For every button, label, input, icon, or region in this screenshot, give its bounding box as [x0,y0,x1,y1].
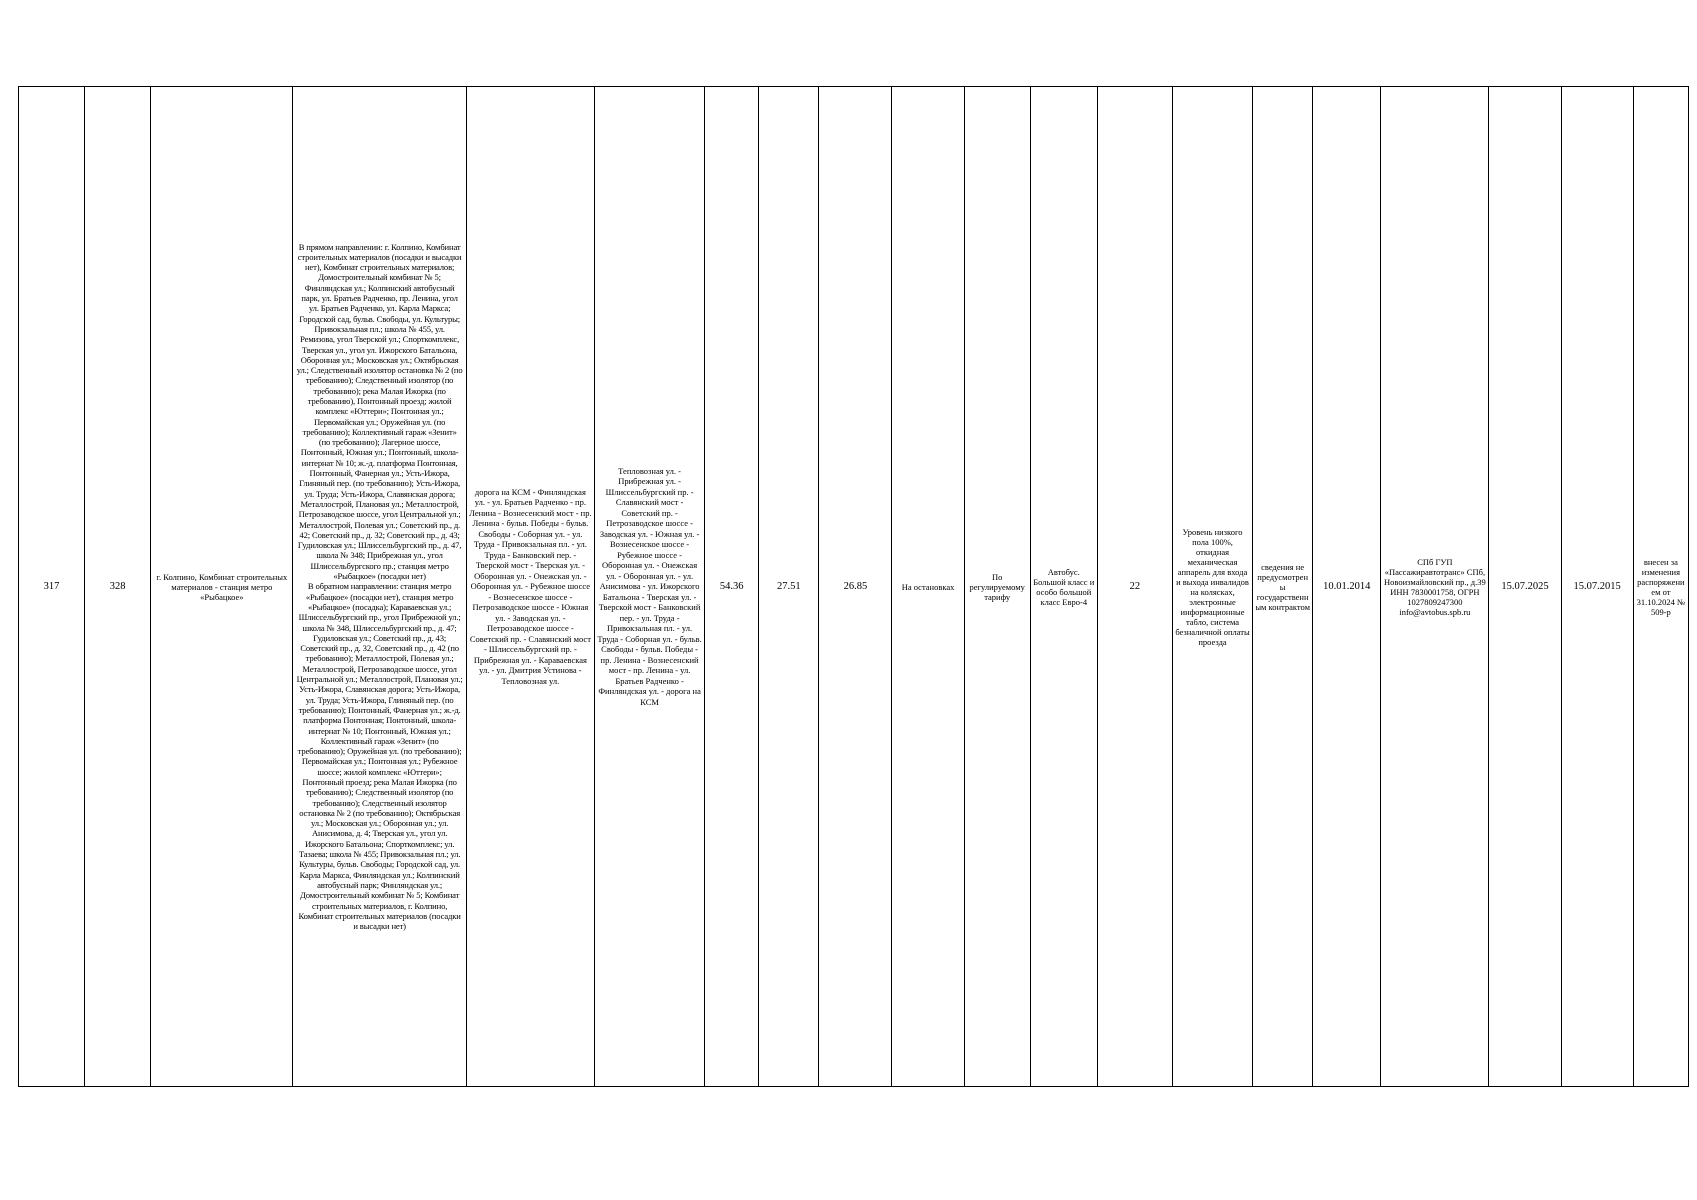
carrier-cell: СПб ГУП «Пассажиравтотранс» СПб, Новоизмайловский пр., д.39 ИНН 7830001758, ОГРН 1027809247300 info@avtobus.spb.ru [1381,87,1489,1087]
stops-forward-text: В прямом направлении: г. Колпино, Комбинат строительных материалов (посадки и высадки нет), Комбинат строительных материалов; Домостроительный комбинат № 5; Финляндская ул.; Колпинский автобусный парк, ул. Братьев Радченко, пр. Ленина, угол ул. Братьев Радченко, ул. Карла Маркса; Городской сад, бульв. Свободы, ул. Культуры; Привокзальная пл.; школа № 455, ул. Ремизова, угол Тверской ул.; Спорткомплекс, Тверская ул., угол ул. Ижорского Батальона, Оборонная ул.; Московская ул.; Октябрьская ул.; Следственный изолятор остановка № 2 (по требованию); Следственный изолятор (по требованию); река Малая Ижорка (по требованию), Понтонный проезд; жилой комплекс «Юттери»; Понтонная ул.; Первомайская ул.; Оружейная ул. (по требованию); Коллективный гараж «Зенит» (по требованию); Лагерное шоссе, Понтонный, Южная ул.; Понтонный, школа-интернат № 10; ж.-д. платформа Понтонная, Понтонный, Фанерная ул.; Усть-Ижора, Глиняный пер. (по требованию); Усть-Ижора, ул. Труда; Усть-Ижора, Славянская дорога; Металлострой, Плановая ул.; Металлострой, Петрозаводское шоссе, угол Центральной ул.; Металлострой, Полевая ул.; Советский пр., д. 42; Советский пр., д. 32; Советский пр., д. 43; Гудиловская ул.; Шлиссельбургский пр., д. 47, школа № 348; Прибрежная ул., угол Шлиссельбургского пр.; станция метро «Рыбацкое» (посадки нет) [296,241,463,582]
registry-number-cell: 317 [19,87,85,1087]
table-row [19,87,1689,1087]
streets-forward-cell: дорога на КСМ - Финляндская ул. - ул. Братьев Радченко - пр. Ленина - Вознесенский мост - пр. Ленина - бульв. Победы - бульв. Свободы - Соборная ул. - ул. Труда - Привокзальная пл. - ул. Труда - Банковский пер. - Тверской мост - Тверская ул. - Оборонная ул. - Онежская ул. - Оборонная ул. - Рубежное шоссе - Вознесенское шоссе - Петрозаводское шоссе - Южная ул. - Заводская ул. - Петрозаводское шоссе - Советский пр. - Славянский мост - Шлиссельбургский пр. - Прибрежная ул. - Караваевская ул. - ул. Дмитрия Устинова - Тепловозная ул. [466,87,594,1087]
equipment-cell: Уровень низкого пола 100%, откидная механическая аппарель для входа и выхода инвалидов на колясках, электронные информационные табло, система безналичной оплаты проезда [1172,87,1252,1087]
route-length-forward-cell: 27.51 [759,87,819,1087]
service-start-date-cell: 15.07.2015 [1561,87,1633,1087]
route-registry-table [18,86,1689,1087]
vehicle-type-cell: Автобус. Большой класс и особо большой класс Евро-4 [1030,87,1097,1087]
route-name-cell: г. Колпино, Комбинат строительных материалов - станция метро «Рыбацкое» [151,87,293,1087]
changes-date-cell: 15.07.2025 [1489,87,1561,1087]
vehicle-count-cell: 22 [1097,87,1172,1087]
stops-backward-text: В обратном направлении: станция метро «Рыбацкое» (посадки нет), станция метро «Рыбацкое» (посадка); Караваевская ул.; Шлиссельбургский пр., угол Прибрежной ул.; школа № 348, Шлиссельбургский пр., д. 47; Гудиловская ул.; Советский пр., д. 43; Советский пр., д. 32, Советский пр., д. 42 (по требованию); Металлострой, Полевая ул.; Металлострой, Петрозаводское шоссе, угол Центральной ул.; Металлострой, Плановая ул.; Усть-Ижора, Славянская дорога; Усть-Ижора, ул. Труда; Усть-Ижора, Глиняный пер. (по требованию); Понтонный, Фанерная ул.; ж.-д. платформа Понтонная; Понтонный, школа-интернат № 10; Понтонный, Южная ул.; Коллективный гараж «Зенит» (по требованию); Оружейная ул. (по требованию); Первомайская ул.; Понтонная ул.; Рубежное шоссе; жилой комплекс «Юттери»; Понтонный проезд; река Малая Ижорка (по требованию); Следственный изолятор (по требованию); Следственный изолятор остановка № 2 (по требованию); Октябрьская ул.; Московская ул.; Оборонная ул.; ул. Анисимова, д. 4; Тверская ул., угол ул. Ижорского Батальона; Спорткомплекс; ул. Тазаева; школа № 455; Привокзальная пл.; ул. Культуры, бульв. Свободы; Городской сад, ул. Карла Маркса, Финляндская ул.; Колпинский автобусный парк; Финляндская ул.; Домостроительный комбинат № 5; Комбинат строительных материалов, г. Колпино, Комбинат строительных материалов (посадки и высадки нет) [296,581,463,932]
stops-cell [293,87,466,1087]
start-date-cell: 10.01.2014 [1313,87,1381,1087]
tariff-cell: По регулируемому тарифу [964,87,1030,1087]
streets-backward-cell: Тепловозная ул. - Прибрежная ул. - Шлиссельбургский пр. - Славянский мост - Советский пр. - Петрозаводское шоссе - Заводская ул. - Южная ул. - Вознесенское шоссе - Рубежное шоссе - Оборонная ул. - Онежская ул. - Оборонная ул. - ул. Анисимова - ул. Ижорского Батальона - Тверская ул. - Тверской мост - Банковский пер. - ул. Труда - Привокзальная пл. - ул. Труда - Соборная ул. - бульв. Свободы - бульв. Победы - пр. Ленина - Вознесенский мост - пр. Ленина - ул. Братьев Радченко - Финляндская ул. - дорога на КСМ [594,87,704,1087]
route-registry-sheet [18,86,1689,1087]
route-length-backward-cell: 26.85 [819,87,892,1087]
route-length-total-cell: 54.36 [705,87,759,1087]
basis-cell: внесен за изменения распоряжением от 31.10.2024 № 509-р [1633,87,1688,1087]
contract-info-cell: сведения не предусмотрены государственным контрактом [1253,87,1313,1087]
stop-order-cell: На остановках [892,87,964,1087]
route-number-cell: 328 [85,87,151,1087]
